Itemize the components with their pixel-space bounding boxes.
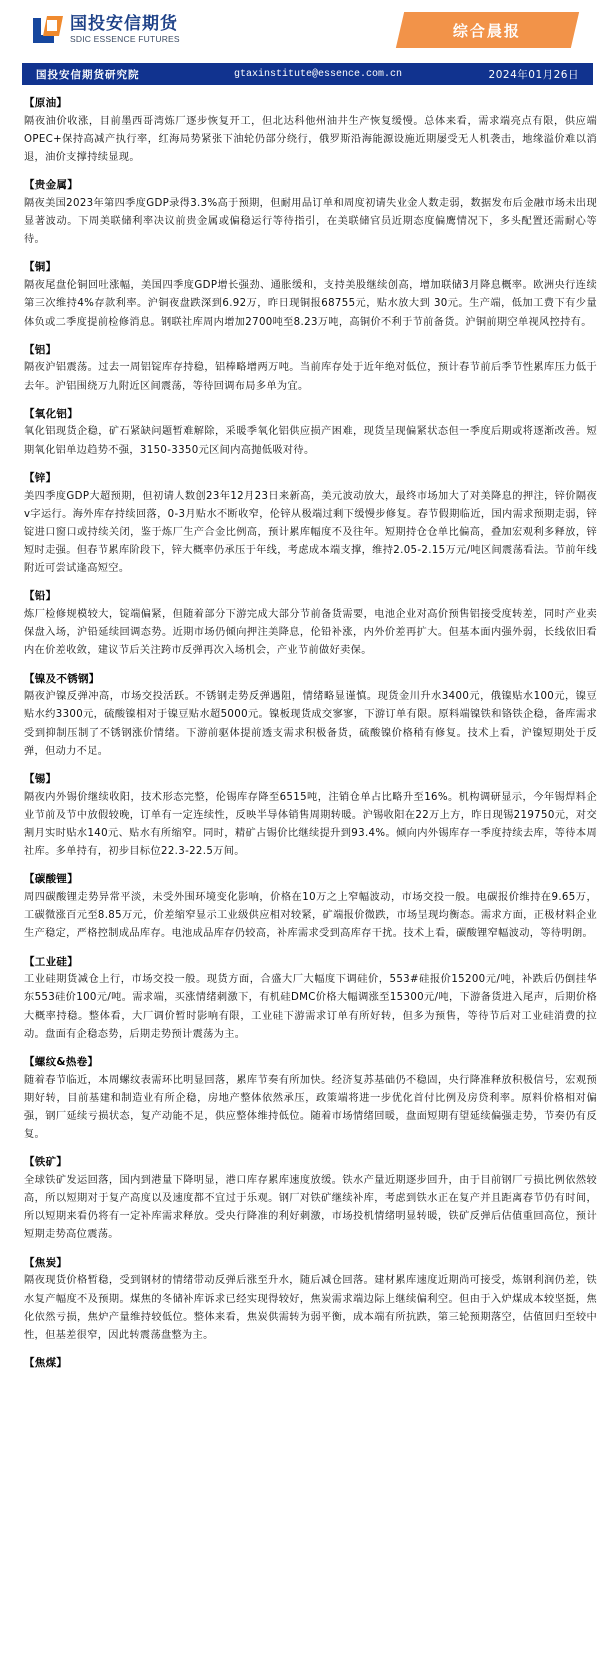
report-section xyxy=(24,1155,597,1244)
brand-text xyxy=(70,16,180,44)
report-section xyxy=(24,407,597,460)
report-content xyxy=(0,96,615,1383)
brand-name-en: SDIC ESSENCE FUTURES xyxy=(70,34,180,45)
brand-name-cn: 国投安信期货 xyxy=(70,14,178,35)
section-body: 周四碳酸锂走势异常平淡，未受外围环境变化影响，价格在10万之上窄幅波动，市场交投一般。电碳报价维持在9.65万，工碳微涨百元至8.85万元，价差缩窄显示工业级供应相对较紧，矿端报价微跌，市场呈现均衡态。需求方面，正极材料企业生产稳定，严格控制成品库存。电池成品库存仍较高，补库需求受到高库存干扰。技术上看，碳酸锂窄幅波动，等待明朗。 xyxy=(24,892,597,940)
report-section xyxy=(24,1256,597,1345)
section-body: 美四季度GDP大超预期，但初请人数创23年12月23日来新高，美元波动放大，最终市场加大了对美降息的押注，锌价隔夜v字运行。海外库存持续回落，0-3月贴水不断收窄，伦锌从极端过剩下缓慢步修复。春节假期临近，国内需求预期走弱，锌锭进口窗口或持续关闭，鉴于炼厂生产合金比例高，预计累库幅度不及往年。短期持仓仓单比偏高，叠加宏观利多释放，锌短时走强。但春节累库阶段下，锌大概率仍承压于年线，考虑成本端支撑，维持2.05-2.15万元/吨区间震荡看法。节前年线附近可尝试逢高短空。 xyxy=(24,490,597,575)
section-body: 隔夜油价收涨，目前墨西哥湾炼厂逐步恢复开工，但北达科他州油井生产恢复缓慢。总体来看，需求端亮点有限，供应端OPEC+保持高减产执行率，红海局势紧张下油轮仍部分绕行，俄罗斯沿海能源设施近期屡受无人机袭击，地缘溢价难以消退，油价支撑持续显现。 xyxy=(24,115,597,164)
masthead xyxy=(0,0,615,60)
section-title: 【铁矿】 xyxy=(24,1156,68,1169)
section-title: 【焦煤】 xyxy=(24,1357,68,1369)
section-title: 【贵金属】 xyxy=(24,179,78,192)
sdic-essence-futures-logo-icon xyxy=(33,16,63,44)
report-section xyxy=(24,955,597,1044)
report-section xyxy=(24,772,597,861)
report-section xyxy=(24,589,597,660)
report-section xyxy=(24,1055,597,1144)
section-title: 【锌】 xyxy=(24,471,57,484)
contact-email[interactable]: gtaxinstitute@essence.com.cn xyxy=(234,68,403,80)
section-title: 【螺纹&热卷】 xyxy=(24,1055,99,1068)
section-title: 【焦炭】 xyxy=(24,1256,68,1269)
section-body: 隔夜美国2023年第四季度GDP录得3.3%高于预期，但耐用品订单和周度初请失业金人数走弱，数据发布后金融市场未出现显著波动。下周美联储利率决议前贵金属或偏稳运行等待指引，在美联储官员近期态度偏鹰情况下，多头配置还需耐心等待。 xyxy=(24,197,597,246)
section-body: 工业硅期货减仓上行，市场交投一般。现货方面，合盛大厂大幅度下调硅价，553#硅报价15200元/吨，补跌后仍倒挂华东553硅价100元/吨。需求端，买涨情绪刺激下，有机硅DMC价格大幅调涨至15300元/吨，下游备货进入尾声，后期价格大概率持稳。整体看，大厂调价暂时影响有限，工业硅下游需求订单有所好转，但多为预售，等待节后对工业硅消费的拉动。盘面有企稳态势，后期走势预计震荡为主。 xyxy=(24,974,597,1040)
report-section xyxy=(24,872,597,943)
report-section xyxy=(24,672,597,761)
section-title: 【原油】 xyxy=(24,97,68,109)
section-title: 【铜】 xyxy=(24,261,57,274)
section-title: 【氧化铝】 xyxy=(24,407,78,420)
section-body: 随着春节临近，本周螺纹表需环比明显回落，累库节奏有所加快。经济复苏基础仍不稳固，央行降准释放积极信号，宏观预期好转，目前基建和制造业有所企稳，房地产整体依然承压，政策端将进一步优化首付比例及房贷利率。原料价格相对偏强，钢厂延续亏损状态，复产动能不足，供应整体维持低位。随着市场情绪回暖，盘面短期有望延续偏强走势，节奏仍有反复。 xyxy=(24,1074,597,1141)
section-body: 炼厂检修规模较大，锭端偏紧，但随着部分下游完成大部分节前备货需要，电池企业对高价预售铝接受度转差，同时产业卖保盘入场，沪铅延续回调态势。近期市场仍倾向押注美降息，伦铅补涨，内外价差再扩大。但基本面内强外弱，长线依旧看内在价差收敛，建议节后关注跨市反弹再次入场机会，产业节前做好卖保。 xyxy=(24,609,597,657)
report-section xyxy=(24,343,597,396)
section-body: 氧化铝现货企稳，矿石紧缺问题暂难解除，采暖季氧化铝供应损产困难，现货呈现偏紧状态但一季度后期或将逐渐改善。短期氧化铝单边趋势不强，3150-3350元区间内高抛低吸对待。 xyxy=(24,426,597,456)
section-title: 【工业硅】 xyxy=(24,955,78,968)
report-section xyxy=(24,178,597,249)
report-section xyxy=(24,260,597,331)
report-section xyxy=(24,96,597,167)
report-type-label: 综合晨报 xyxy=(453,21,522,40)
section-title: 【锡】 xyxy=(24,772,57,785)
report-type-ribbon xyxy=(396,12,579,48)
report-section xyxy=(24,1356,597,1372)
section-body: 隔夜内外锡价继续收阳，技术形态完整，伦锡库存降至6515吨，注销仓单占比略升至16%。机构调研显示，今年锡焊料企业节前及节中放假较晚，订单有一定连续性，反映半导体销售周期转暖。沪锡收阳在22万上方，昨日现锡219750元，对交割月实时贴水140元、贴水有所缩窄。同时，精矿占锡价比继续提升到93.4%。倾向内外锡库存一季度持续去库，等待本周社库。多单持有，初步目标位22.3-22.5万间。 xyxy=(24,791,597,858)
section-title: 【镍及不锈钢】 xyxy=(24,672,100,685)
section-body: 隔夜沪铝震荡。过去一周铝锭库存持稳，铝棒略增两万吨。当前库存处于近年绝对低位，预计春节前后季节性累库压力低于去年。沪铝围绕万九附近区间震荡，等待回调布局多单为宜。 xyxy=(24,362,597,392)
report-section xyxy=(24,471,597,579)
section-title: 【铝】 xyxy=(24,343,57,356)
section-title: 【铅】 xyxy=(24,590,57,603)
research-institute-label: 国投安信期货研究院 xyxy=(36,68,140,81)
section-body: 全球铁矿发运回落，国内到港量下降明显，港口库存累库速度放缓。铁水产量近期逐步回升，由于目前钢厂亏损比例依然较高，所以短期对于复产高度以及速度都不宜过于乐观。钢厂对铁矿继续补库，考虑到铁水正在复产并且距离春节仍有时间，所以短期来看仍将有一定补库需求释放。受央行降准的利好刺激，市场投机情绪明显转暖，铁矿反弹后估值重回高位，预计短期走势高位震荡。 xyxy=(24,1175,597,1241)
info-bar xyxy=(22,63,593,85)
section-body: 隔夜沪镍反弹冲高，市场交投活跃。不锈钢走势反弹遇阻，情绪略显谨慎。现货金川升水3400元，俄镍贴水100元，镍豆贴水约3300元，硫酸镍相对于镍豆贴水超5000元。镍板现货成交寥寥，下游订单有限。原料端镍铁和铬铁企稳，备库需求受到抑制压制了不锈钢涨价情绪。下游前驱体提前透支需求积极备货，硫酸镍价格稍有修复。技术上看，沪镍短期处于反弹，但动力不足。 xyxy=(24,691,597,757)
section-body: 隔夜尾盘伦铜回吐涨幅，美国四季度GDP增长强劲、通胀缓和，支持美股继续创高，增加联储3月降息概率。欧洲央行连续第三次维持4%存款利率。沪铜夜盘跌深到6.92万，昨日现铜报68755元，贴水放大到 30元。生产端，低加工费下有少量体负或二季度提前检修消息。钢联社库周内增加2700吨至8.23万吨，高铜价不利于节前备货。沪铜前期空单视风控持有。 xyxy=(24,280,597,328)
section-title: 【碳酸锂】 xyxy=(24,873,78,886)
report-date: 2024年01月26日 xyxy=(488,68,579,81)
brand-block xyxy=(33,16,180,44)
section-body: 隔夜现货价格暂稳，受到钢材的情绪带动反弹后涨至升水，随后减仓回落。建材累库速度近期尚可接受，炼钢利润仍差，铁水复产幅度不及预期。煤焦的冬储补库诉求已经实现得较好，焦炭需求端边际上继续偏利空。但由于入炉煤成本较坚挺，焦化依然亏损，焦炉产量维持较低位。整体来看，焦炭供需转为弱平衡，成本端有所抗跌，第三轮预期落空，估值回归至较中性，但基差很窄，因此转震荡盘整为主。 xyxy=(24,1275,597,1341)
